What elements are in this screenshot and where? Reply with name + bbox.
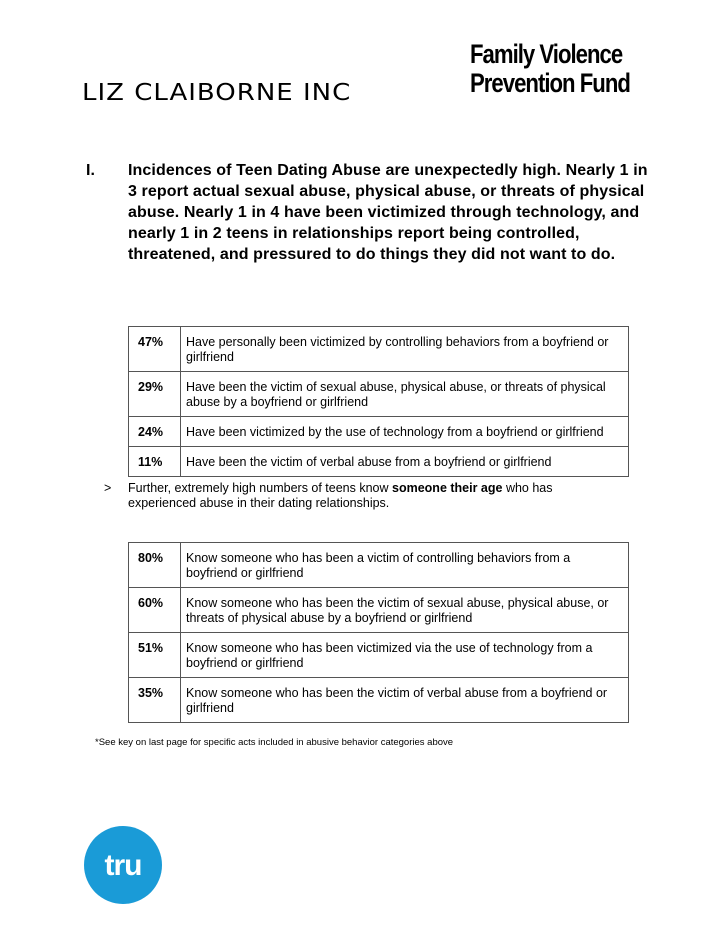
stat-percent: 47% [129, 327, 181, 372]
fvpf-logo-line-2: Prevention Fund [470, 68, 630, 98]
liz-claiborne-logo [82, 80, 362, 108]
stat-description: Know someone who has been the victim of verbal abuse from a boyfriend or girlfriend [181, 678, 629, 723]
table-row [129, 372, 629, 417]
stat-percent: 29% [129, 372, 181, 417]
stat-description: Know someone who has been the victim of sexual abuse, physical abuse, or threats of physical abuse by a boyfriend or girlfriend [181, 588, 629, 633]
stat-percent: 80% [129, 543, 181, 588]
liz-claiborne-logo-text: LIZ CLAIBORNE INC [82, 79, 352, 107]
table-row [129, 543, 629, 588]
table-row [129, 327, 629, 372]
stat-percent: 60% [129, 588, 181, 633]
tru-logo [83, 825, 163, 905]
table-row [129, 678, 629, 723]
tru-logo-text: tru [104, 849, 142, 882]
stat-percent: 35% [129, 678, 181, 723]
fvpf-logo-line-1: Family Violence [470, 39, 623, 69]
section-heading: Incidences of Teen Dating Abuse are unexpectedly high. Nearly 1 in 3 report actual sexual abuse, physical abuse, or threats of physical abuse. Nearly 1 in 4 have been victimized through technology, and nearly 1 in 2 teens in relationships report being controlled, threatened, and pressured to do things they did not want to do. [128, 162, 648, 263]
stat-description: Know someone who has been victimized via the use of technology from a boyfriend or girlfriend [181, 633, 629, 678]
table-row [129, 447, 629, 477]
footnote: *See key on last page for specific acts included in abusive behavior categories above [95, 737, 454, 748]
table-row [129, 633, 629, 678]
stats-table-know-someone [128, 542, 629, 723]
bullet-text-end: who has experienced abuse in their dating relationships. [128, 481, 553, 510]
bullet-text-bold: someone their age [392, 481, 503, 495]
fvpf-logo [470, 40, 650, 98]
table-row [129, 417, 629, 447]
bullet-marker: > [104, 481, 112, 495]
stat-percent: 51% [129, 633, 181, 678]
bullet-text-start: Further, extremely high numbers of teens know [128, 481, 393, 495]
section-number: I. [86, 162, 95, 179]
stat-description: Have been victimized by the use of technology from a boyfriend or girlfriend [181, 417, 629, 447]
stat-description: Have been the victim of verbal abuse from a boyfriend or girlfriend [181, 447, 629, 477]
stats-table-victimized [128, 326, 629, 477]
bullet-text [128, 481, 608, 511]
stat-description: Have been the victim of sexual abuse, physical abuse, or threats of physical abuse by a boyfriend or girlfriend [181, 372, 629, 417]
stat-description: Know someone who has been a victim of controlling behaviors from a boyfriend or girlfriend [181, 543, 629, 588]
stat-percent: 11% [129, 447, 181, 477]
table-row [129, 588, 629, 633]
stat-percent: 24% [129, 417, 181, 447]
stat-description: Have personally been victimized by controlling behaviors from a boyfriend or girlfriend [181, 327, 629, 372]
